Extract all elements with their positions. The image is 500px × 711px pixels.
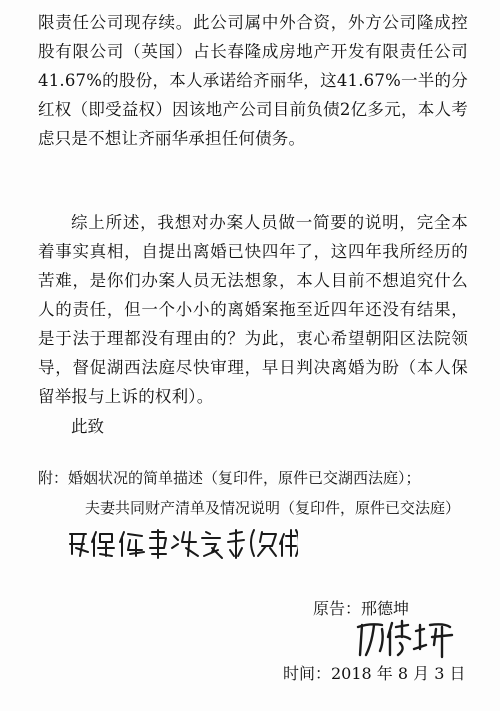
attachment-item-1: 附：婚姻状况的简单描述（复印件，原件已交湖西法庭）； — [38, 469, 421, 487]
handwritten-signature — [352, 615, 457, 660]
letter-paragraph-2: 综上所述，我想对办案人员做一简要的说明，完全本着事实真相，自提出离婚已快四年了，这四年我所经历的苦难，是你们办案人员无法想象，本人目前不想追究什么人的责任，但一个小小的离婚案拖至近四年还没有结果，是于法于理都没有理由的？为此，衷心希望朝阳区法院领导，督促湖西法庭尽快审理，早日判决离婚为盼（本人保留举报与上诉的权利）。 — [38, 213, 468, 406]
plaintiff-name: 原告：邢德坤 — [313, 599, 410, 618]
date-line: 时间：2018 年 8 月 3 日 — [283, 664, 466, 683]
letter-paragraph-1: 限责任公司现存续。此公司属中外合资，外方公司隆成控股有限公司（英国）占长春隆成房地产开发有限责任公司41.67%的股份，本人承诺给齐丽华，这41.67%一半的分红权（即受益权）因该地产公司目前负债2亿多元，本人考虑只是不想让齐丽华承担任何债务。 — [38, 13, 468, 148]
salutation: 此致 — [71, 417, 104, 436]
handwritten-attachment-note — [66, 526, 298, 560]
attachment-item-2: 夫妻共同财产清单及情况说明（复印件，原件已交法庭） — [85, 499, 461, 517]
